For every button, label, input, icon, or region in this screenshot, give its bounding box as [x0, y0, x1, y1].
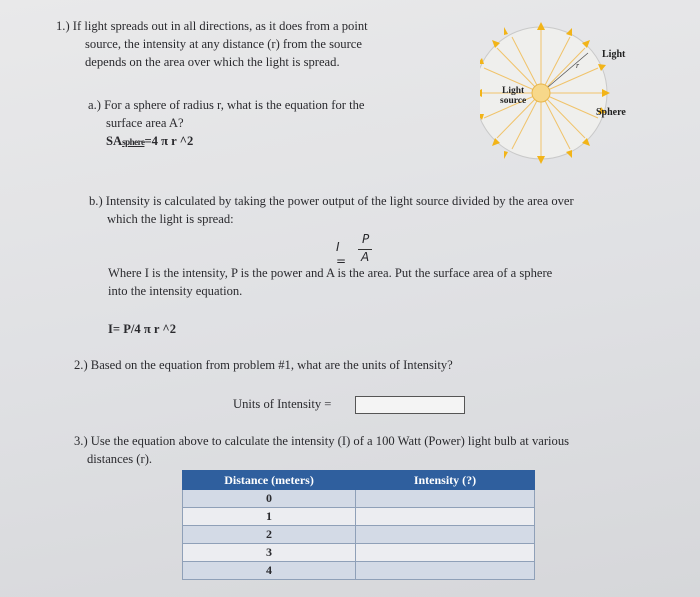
light-sphere-svg — [480, 10, 660, 185]
q1-intro-line-1: 1.) If light spreads out in all directions, as it does from a point — [56, 19, 368, 33]
light-source-dot — [532, 84, 550, 102]
q3-line-1: 3.) Use the equation above to calculate the intensity (I) of a 100 Watt (Power) light bulb at various — [74, 434, 570, 448]
q1-part-b — [89, 192, 689, 228]
header-intensity: Intensity (?) — [356, 471, 535, 490]
q3-question — [74, 432, 674, 468]
table-row — [183, 490, 535, 508]
light-source-label-2: source — [500, 96, 527, 106]
q1-part-a — [88, 96, 478, 151]
sphere-label: Sphere — [596, 107, 626, 118]
part-a-line-2: surface area A? — [106, 116, 184, 130]
intensity-cell[interactable] — [356, 562, 535, 580]
q1-intro-line-3: depends on the area over which the light is spread. — [85, 55, 340, 69]
part-a-answer-rest: =4 π r ^2 — [144, 134, 194, 148]
radius-label: r — [576, 61, 580, 70]
part-b-line-2: which the light is spread: — [107, 212, 234, 226]
part-a-answer-scribble: sphere — [122, 137, 145, 147]
table-row — [183, 508, 535, 526]
distance-cell: 0 — [183, 490, 356, 508]
q1-intro — [56, 17, 476, 71]
q1-intro-line-2: source, the intensity at any distance (r) from the source — [85, 37, 362, 51]
table-header-row — [183, 471, 535, 490]
table-row — [183, 562, 535, 580]
equation-lhs: I = — [336, 240, 347, 268]
equation-numerator: P — [362, 232, 370, 246]
distance-cell: 2 — [183, 526, 356, 544]
part-b-line-1: b.) Intensity is calculated by taking the power output of the light source divided by the area over — [89, 194, 574, 208]
distance-cell: 3 — [183, 544, 356, 562]
table-row — [183, 526, 535, 544]
light-sphere-diagram — [480, 10, 660, 185]
part-b-where-line-1: Where I is the intensity, P is the power and A is the area. Put the surface area of a sphere — [108, 266, 553, 280]
units-answer-field[interactable] — [355, 396, 465, 414]
part-a-answer — [88, 132, 478, 151]
table-row — [183, 544, 535, 562]
header-distance: Distance (meters) — [183, 471, 356, 490]
part-a-line-1: a.) For a sphere of radius r, what is the equation for the — [88, 98, 365, 112]
part-a-answer-prefix: SA — [106, 134, 123, 148]
distance-cell: 4 — [183, 562, 356, 580]
intensity-cell[interactable] — [356, 508, 535, 526]
part-b-answer: I= P/4 π r ^2 — [108, 322, 177, 336]
light-source-label-1: Light — [502, 86, 525, 96]
q3-line-2: distances (r). — [87, 452, 153, 466]
intensity-cell[interactable] — [356, 526, 535, 544]
part-b-where-line-2: into the intensity equation. — [108, 284, 243, 298]
intensity-table — [182, 470, 535, 580]
distance-cell: 1 — [183, 508, 356, 526]
equation-denominator: A — [361, 250, 370, 264]
units-label: Units of Intensity = — [233, 397, 332, 411]
part-b-where — [108, 264, 688, 300]
q2-question: 2.) Based on the equation from problem #1, what are the units of Intensity? — [74, 358, 453, 372]
light-label: Light — [602, 49, 626, 60]
intensity-cell[interactable] — [356, 490, 535, 508]
intensity-cell[interactable] — [356, 544, 535, 562]
